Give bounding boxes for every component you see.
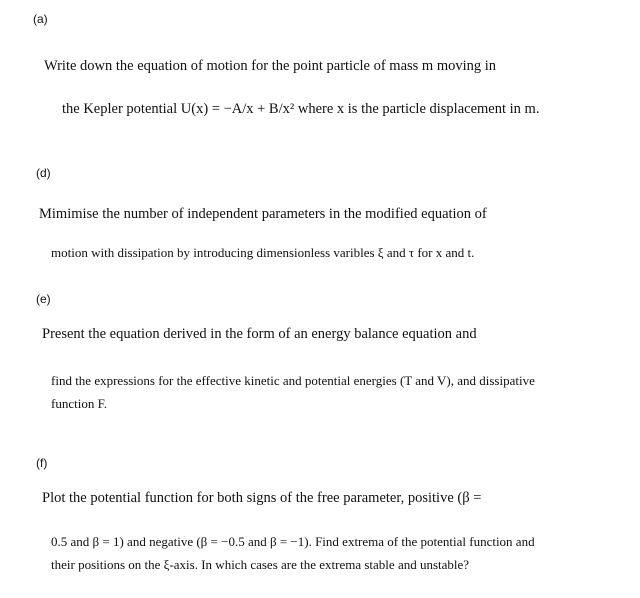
section-f-line-2: 0.5 and β = 1) and negative (β = −0.5 and β = −1). Find extrema of the potential function and <box>51 534 535 549</box>
section-label-a: (a) <box>33 12 48 26</box>
section-e-line-3: function F. <box>51 396 108 411</box>
section-label-f: (f) <box>36 456 48 470</box>
section-a-line-1: Write down the equation of motion for the point particle of mass m moving in <box>44 58 497 74</box>
section-d-line-2: motion with dissipation by introducing dimensionless varibles ξ and τ for x and t. <box>51 245 475 260</box>
section-e-line-1: Present the equation derived in the form of an energy balance equation and <box>42 326 477 342</box>
section-e-line-2: find the expressions for the effective kinetic and potential energies (T and V), and dissipative <box>51 373 535 388</box>
section-f-line-1: Plot the potential function for both signs of the free parameter, positive (β = <box>42 490 482 506</box>
section-f-line-3: their positions on the ξ-axis. In which cases are the extrema stable and unstable? <box>51 557 470 572</box>
section-label-d: (d) <box>36 166 51 180</box>
section-a-line-2: the Kepler potential U(x) = −A/x + B/x² where x is the particle displacement in m. <box>62 101 540 117</box>
section-d-line-1: Mimimise the number of independent parameters in the modified equation of <box>39 206 487 222</box>
section-label-e: (e) <box>36 292 51 306</box>
